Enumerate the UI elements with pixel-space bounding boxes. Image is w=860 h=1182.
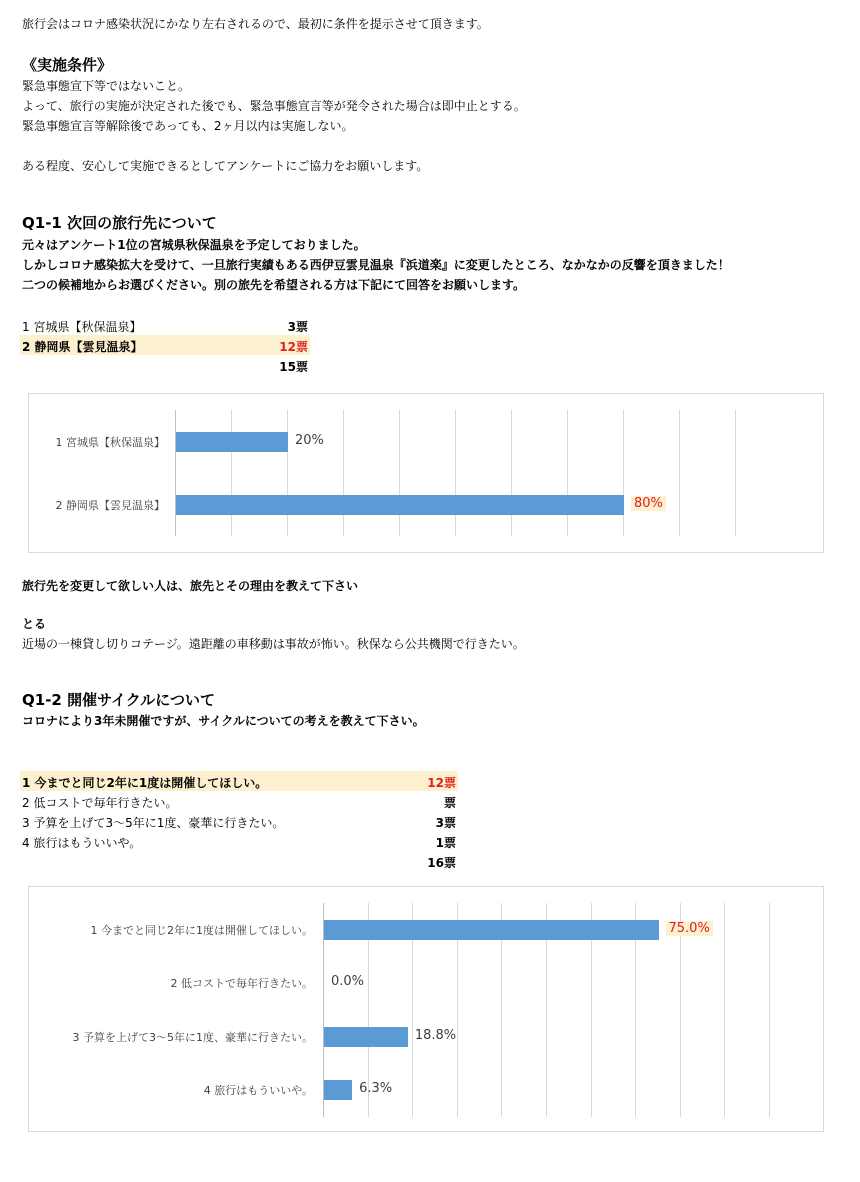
gridline	[679, 410, 680, 536]
data-label: 75.0%	[666, 921, 713, 936]
q1-2-option-count: 3票	[435, 816, 456, 830]
conditions-title: 《実施条件》	[22, 56, 113, 74]
gridline	[287, 410, 288, 536]
data-label: 0.0%	[331, 974, 365, 990]
q1-1-desc: 元々はアンケート1位の宮城県秋保温泉を予定しておりました。	[22, 238, 366, 252]
q1-2-option-count: 票	[443, 796, 456, 810]
q1-2-option-label: 1 今までと同じ2年に1度は開催してほしい。	[22, 776, 268, 790]
q1-1-option-label: 2 静岡県【雲見温泉】	[22, 340, 143, 354]
data-label: 6.3%	[359, 1081, 393, 1097]
data-label: 18.8%	[414, 1027, 457, 1043]
bar	[324, 920, 659, 940]
q1-2-option-label: 2 低コストで毎年行きたい。	[22, 796, 178, 810]
respondent-answer: 近場の一棟貸し切りコテージ。遠距離の車移動は事故が怖い。秋保なら公共機関で行きたい。	[22, 637, 525, 651]
gridline	[623, 410, 624, 536]
category-label: 1 今までと同じ2年に1度は開催してほしい。	[90, 923, 313, 937]
gridline	[769, 903, 770, 1117]
bar	[176, 432, 288, 452]
condition-line: よって、旅行の実施が決定された後でも、緊急事態宣言等が発令された場合は即中止とする。	[22, 99, 526, 113]
q1-2-option-label: 3 予算を上げて3～5年に1度、豪華に行きたい。	[22, 816, 285, 830]
bar	[324, 1080, 352, 1100]
q1-2-option-label: 4 旅行はもういいや。	[22, 836, 142, 850]
respondent-name: とる	[22, 617, 47, 631]
bar	[324, 1027, 408, 1047]
gridline	[399, 410, 400, 536]
category-label: 4 旅行はもういいや。	[203, 1084, 313, 1098]
gridline	[511, 410, 512, 536]
survey-request: ある程度、安心して実施できるとしてアンケートにご協力をお願いします。	[22, 159, 429, 173]
q1-1-desc: 二つの候補地からお選びください。別の旅先を希望される方は下記にて回答をお願いします。	[22, 278, 526, 292]
cycle-chart	[28, 886, 824, 1132]
q1-1-total: 15票	[279, 360, 308, 374]
category-label: 3 予算を上げて3～5年に1度、豪華に行きたい。	[72, 1030, 313, 1044]
data-label: 20%	[295, 432, 324, 448]
q1-2-heading: Q1-2 開催サイクルについて	[22, 691, 215, 709]
q1-1-heading: Q1-1 次回の旅行先について	[22, 214, 217, 232]
q1-2-desc: コロナにより3年未開催ですが、サイクルについての考えを教えて下さい。	[22, 714, 425, 728]
gridline	[455, 410, 456, 536]
category-axis	[175, 410, 176, 536]
intro-text: 旅行会はコロナ感染状況にかなり左右されるので、最初に条件を提示させて頂きます。	[22, 17, 489, 31]
destination-chart	[28, 393, 824, 553]
gridline	[567, 410, 568, 536]
gridline	[343, 410, 344, 536]
q1-1-option-count: 12票	[279, 340, 308, 354]
category-label: 1 宮城県【秋保温泉】	[55, 435, 165, 449]
bar	[176, 495, 624, 515]
free-question: 旅行先を変更して欲しい人は、旅先とその理由を教えて下さい	[22, 579, 359, 593]
gridline	[724, 903, 725, 1117]
category-label: 2 低コストで毎年行きたい。	[170, 977, 313, 991]
q1-1-option-count: 3票	[287, 320, 308, 334]
gridline	[231, 410, 232, 536]
condition-line: 緊急事態宣下等ではないこと。	[22, 79, 191, 93]
q1-2-option-count: 1票	[435, 836, 456, 850]
q1-1-desc: しかしコロナ感染拡大を受けて、一旦旅行実績もある西伊豆雲見温泉『浜道楽』に変更したところ、なかなかの反響を頂きました！	[22, 258, 730, 272]
gridline	[735, 410, 736, 536]
q1-1-option-label: 1 宮城県【秋保温泉】	[22, 320, 142, 334]
category-label: 2 静岡県【雲見温泉】	[55, 498, 165, 512]
data-label: 80%	[631, 496, 666, 511]
condition-line: 緊急事態宣言等解除後であっても、2ヶ月以内は実施しない。	[22, 119, 354, 133]
q1-2-total: 16票	[427, 856, 456, 870]
q1-2-option-count: 12票	[427, 776, 456, 790]
